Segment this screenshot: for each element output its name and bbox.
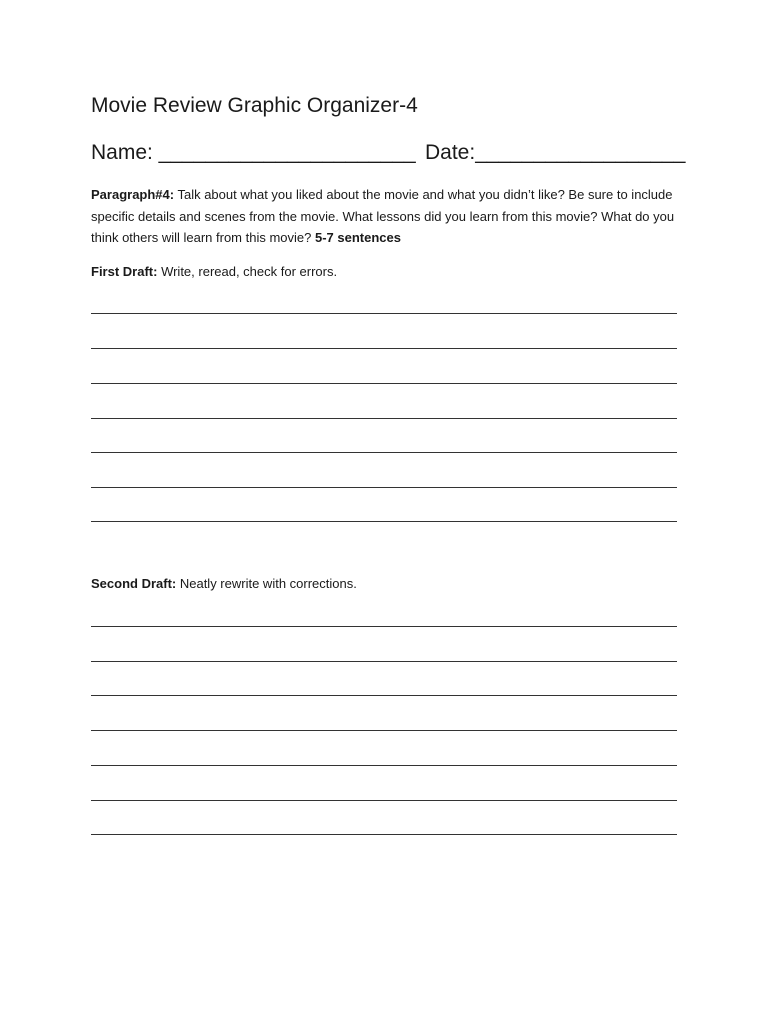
- writing-line[interactable]: [91, 313, 677, 314]
- second-draft-instruction: Neatly rewrite with corrections.: [176, 576, 357, 591]
- writing-line[interactable]: [91, 695, 677, 696]
- writing-line[interactable]: [91, 383, 677, 384]
- writing-line[interactable]: [91, 348, 677, 349]
- date-field[interactable]: Date:__________________: [425, 141, 686, 164]
- writing-line[interactable]: [91, 661, 677, 662]
- name-date-row: [91, 141, 691, 165]
- first-draft-instruction: Write, reread, check for errors.: [157, 264, 338, 279]
- first-draft-title: First Draft:: [91, 264, 158, 279]
- writing-line[interactable]: [91, 418, 677, 419]
- second-draft-label: [91, 576, 357, 591]
- prompt-heading: Paragraph#4:: [91, 187, 175, 202]
- first-draft-label: [91, 264, 337, 279]
- worksheet-title: Movie Review Graphic Organizer-4: [91, 94, 418, 117]
- writing-line[interactable]: [91, 800, 677, 801]
- prompt-requirement: 5-7 sentences: [314, 230, 401, 245]
- second-draft-title: Second Draft:: [91, 576, 177, 591]
- writing-line[interactable]: [91, 765, 677, 766]
- name-field[interactable]: Name: ______________________: [91, 141, 416, 164]
- writing-line[interactable]: [91, 834, 677, 835]
- writing-line[interactable]: [91, 452, 677, 453]
- paragraph-prompt: [91, 184, 681, 249]
- prompt-body: Talk about what you liked about the movie and what you didn’t like? Be sure to include specific details and scenes from the movie. What lessons did you learn from this movie? What do you think others will learn from this movie?: [91, 187, 675, 245]
- writing-line[interactable]: [91, 626, 677, 627]
- writing-line[interactable]: [91, 487, 677, 488]
- writing-line[interactable]: [91, 521, 677, 522]
- writing-line[interactable]: [91, 730, 677, 731]
